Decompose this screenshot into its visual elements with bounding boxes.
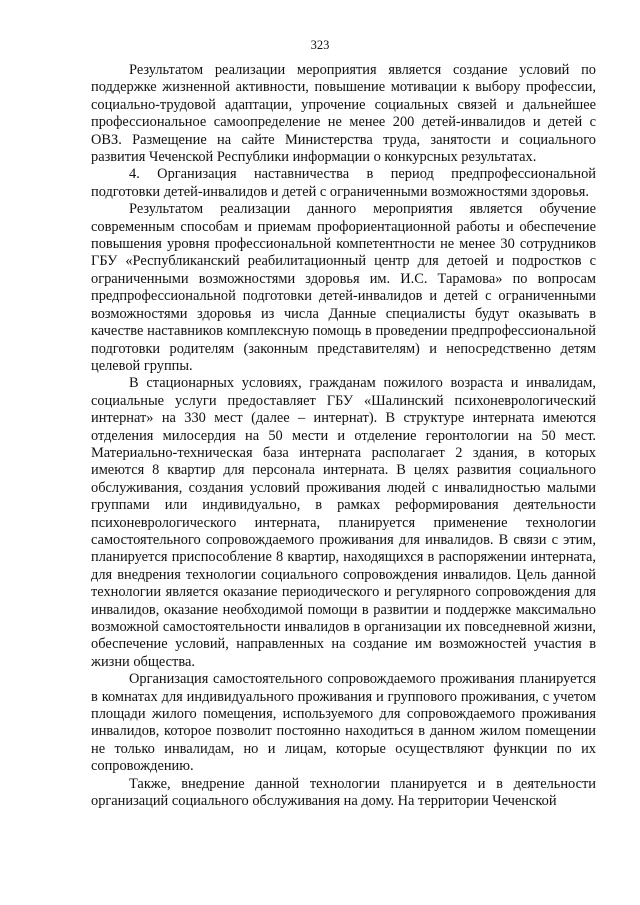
paragraph-mentoring-item: 4. Организация наставничества в период предпрофессиональной подготовки детей-инвалидов и детей с ограниченными возможностями здоровья. bbox=[91, 166, 596, 200]
document-body bbox=[91, 62, 596, 810]
paragraph-stationary-conditions: В стационарных условиях, гражданам пожилого возраста и инвалидам, социальные услуги предоставляет ГБУ «Шалинский психоневрологический интернат» на 330 мест (далее – интернат). В структуре интерната имеются отделения милосердия на 50 мести и отделение геронтологии на 50 мест. Материально-техническая база интерната располагает 2 здания, в которых имеются 8 квартир для персонала интерната. В целях развития социального обслуживания, создания условий проживания людей с инвалидностью малыми группами или индивидуально, в рамках реформирования деятельности психоневрологического интерната, планируется применение технологии самостоятельного сопровождаемого проживания для инвалидов. В связи с этим, планируется приспособление 8 квартир, находящихся в распоряжении интерната, для внедрения технологии социального сопровождения инвалидов. Цель данной технологии является оказание периодического и регулярного сопровождения для инвалидов, оказание необходимой помощи в развитии и поддержке максимально возможной самостоятельности инвалидов в организации их повседневной жизни, обеспечение условий, направленных на создание им возможностей участия в жизни общества. bbox=[91, 375, 596, 670]
paragraph-event-result: Результатом реализации мероприятия является создание условий по поддержке жизненной активности, повышение мотивации к выбору профессии, социально-трудовой адаптации, упрочение социальных связей и дальнейшее профессиональное самоопределение не менее 200 детей-инвалидов и детей с ОВЗ. Размещение на сайте Министерства труда, занятости и социального развития Чеченской Республики информации о конкурсных результатах. bbox=[91, 62, 596, 166]
page-number: 323 bbox=[310, 38, 330, 52]
paragraph-mentoring-result: Результатом реализации данного мероприятия является обучение современным способам и приемам профориентационной работы и обеспечение повышения уровня профессиональной компетентности не менее 30 сотрудников ГБУ «Республиканский реабилитационный центр для детоей и подростков с ограниченными возможностями здоровья им. И.С. Тарамова» по вопросам предпрофессиональной подготовки детей-инвалидов и детей с ограниченными возможностями здоровья из числа Данные специалисты будут оказывать в качестве наставников комплексную помощь в проведении предпрофессиональной подготовки родителям (законным представителям) и непосредственно детям целевой группы. bbox=[91, 201, 596, 374]
paragraph-supported-living: Организация самостоятельного сопровождаемого проживания планируется в комнатах для индивидуального проживания и группового проживания, с учетом площади жилого помещения, используемого для сопровождаемого проживания инвалидов, которое позволит постоянно находиться в данном жилом помещении не только инвалидам, но и лицам, которые осуществляют функции по их сопровождению. bbox=[91, 671, 596, 775]
paragraph-home-service: Также, внедрение данной технологии планируется и в деятельности организаций социального обслуживания на дому. На территории Чеченской bbox=[91, 775, 596, 810]
